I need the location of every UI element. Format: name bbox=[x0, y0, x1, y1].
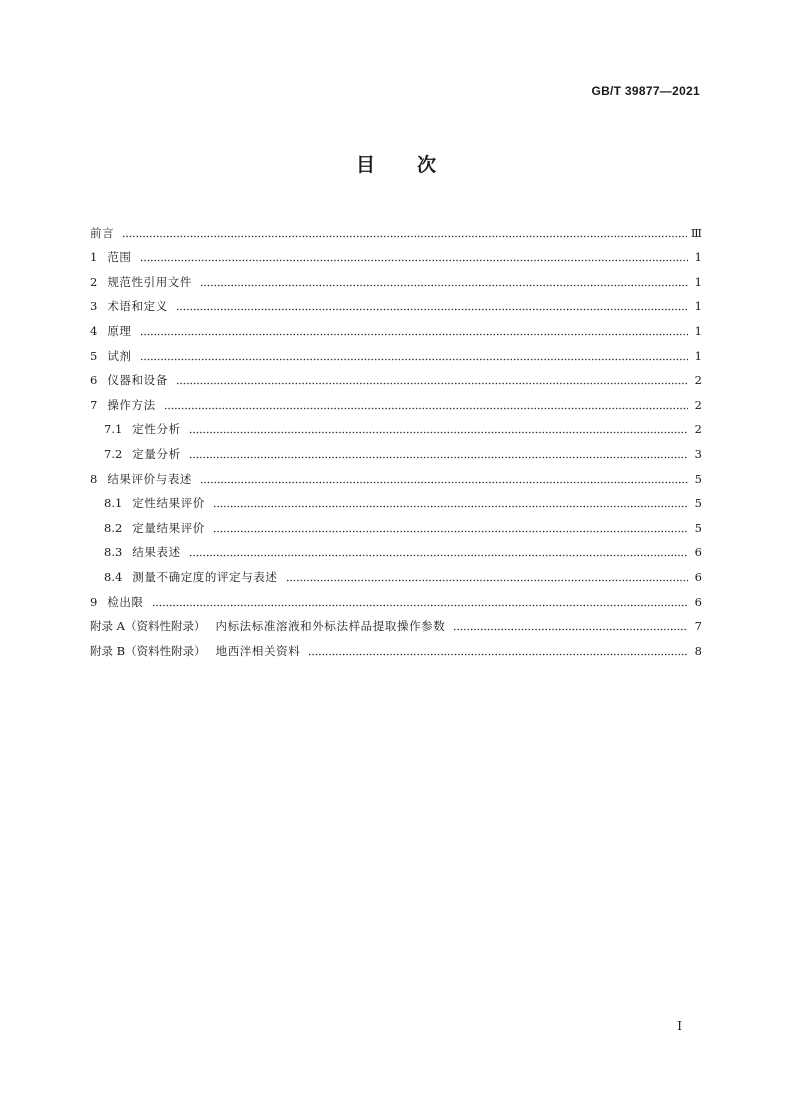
toc-entry-page: 1 bbox=[694, 299, 702, 314]
toc-entry-number: 8 bbox=[90, 471, 98, 486]
page-number: I bbox=[677, 1019, 682, 1033]
toc-entry[interactable] bbox=[90, 610, 702, 635]
toc-entry-page: 2 bbox=[694, 422, 702, 437]
toc-entry[interactable] bbox=[90, 290, 702, 315]
toc-title-part1: 目 bbox=[355, 154, 375, 176]
toc-dot-leader bbox=[213, 521, 688, 533]
toc-entry-label: 内标法标准溶液和外标法样品提取操作参数 bbox=[215, 619, 446, 634]
toc-entry-label: 范围 bbox=[107, 250, 132, 265]
toc-entry[interactable] bbox=[90, 437, 702, 462]
toc-entry-label: 结果表述 bbox=[132, 545, 181, 560]
toc-entry-page: 1 bbox=[694, 323, 702, 338]
toc-entry-label: 定量结果评价 bbox=[132, 520, 205, 535]
toc-entry[interactable] bbox=[90, 536, 702, 561]
toc-entry-label: 检出限 bbox=[107, 594, 144, 609]
toc-entry[interactable] bbox=[90, 560, 702, 585]
toc-dot-leader bbox=[140, 324, 688, 336]
toc-dot-leader bbox=[308, 644, 688, 656]
toc-dot-leader bbox=[286, 570, 689, 582]
toc-dot-leader bbox=[176, 299, 688, 311]
toc-dot-leader bbox=[152, 595, 688, 607]
toc-entry-page: 3 bbox=[694, 446, 702, 461]
toc-entry[interactable] bbox=[90, 413, 702, 438]
toc-entry-label: 仪器和设备 bbox=[107, 373, 168, 388]
toc-entry[interactable] bbox=[90, 462, 702, 487]
toc-entry-page: 6 bbox=[694, 545, 702, 560]
toc-entry-label: 定性分析 bbox=[132, 422, 181, 437]
toc-dot-leader bbox=[140, 349, 688, 361]
toc-entry-page: 1 bbox=[694, 274, 702, 289]
toc-entry[interactable] bbox=[90, 634, 702, 659]
standard-code: GB/T 39877—2021 bbox=[591, 84, 700, 98]
toc-dot-leader bbox=[140, 250, 688, 262]
toc-title-part2: 次 bbox=[417, 154, 437, 176]
toc-entry-page: 5 bbox=[694, 471, 702, 486]
table-of-contents bbox=[90, 216, 702, 659]
toc-entry-number: 附录 A（资料性附录） bbox=[90, 619, 206, 634]
toc-entry-label: 原理 bbox=[107, 323, 132, 338]
toc-entry-page: 6 bbox=[694, 569, 702, 584]
toc-dot-leader bbox=[122, 226, 687, 238]
toc-entry-number: 8.4 bbox=[104, 569, 123, 584]
toc-title bbox=[0, 150, 792, 177]
toc-entry-page: 6 bbox=[694, 594, 702, 609]
toc-entry-number: 7.2 bbox=[104, 446, 123, 461]
toc-entry[interactable] bbox=[90, 585, 702, 610]
toc-entry-label: 术语和定义 bbox=[107, 299, 168, 314]
toc-entry-page: 2 bbox=[694, 397, 702, 412]
toc-entry[interactable] bbox=[90, 216, 702, 241]
toc-entry-page: Ⅲ bbox=[690, 225, 702, 240]
toc-entry-label: 定性结果评价 bbox=[132, 496, 205, 511]
toc-entry[interactable] bbox=[90, 314, 702, 339]
toc-entry-label: 前言 bbox=[90, 225, 115, 240]
toc-entry-label: 操作方法 bbox=[107, 397, 156, 412]
toc-entry-page: 8 bbox=[694, 643, 702, 658]
toc-dot-leader bbox=[189, 422, 688, 434]
toc-entry-number: 8.2 bbox=[104, 520, 123, 535]
toc-entry-page: 7 bbox=[694, 619, 702, 634]
toc-entry-page: 1 bbox=[694, 250, 702, 265]
toc-dot-leader bbox=[453, 619, 688, 631]
toc-dot-leader bbox=[200, 275, 688, 287]
toc-entry-number: 1 bbox=[90, 250, 98, 265]
toc-dot-leader bbox=[164, 398, 688, 410]
toc-entry[interactable] bbox=[90, 364, 702, 389]
toc-entry[interactable] bbox=[90, 265, 702, 290]
toc-entry-number: 7.1 bbox=[104, 422, 123, 437]
toc-entry-label: 规范性引用文件 bbox=[107, 274, 193, 289]
toc-entry-number: 6 bbox=[90, 373, 98, 388]
toc-entry-label: 地西泮相关资料 bbox=[215, 643, 301, 658]
toc-entry-label: 定量分析 bbox=[132, 446, 181, 461]
toc-dot-leader bbox=[189, 447, 688, 459]
toc-entry-number: 5 bbox=[90, 348, 98, 363]
toc-entry-number: 9 bbox=[90, 594, 98, 609]
toc-dot-leader bbox=[200, 472, 688, 484]
toc-entry-page: 2 bbox=[694, 373, 702, 388]
toc-entry-number: 7 bbox=[90, 397, 98, 412]
toc-entry-number: 8.3 bbox=[104, 545, 123, 560]
toc-entry-number: 2 bbox=[90, 274, 98, 289]
toc-entry[interactable] bbox=[90, 487, 702, 512]
toc-entry-label: 测量不确定度的评定与表述 bbox=[132, 569, 278, 584]
toc-dot-leader bbox=[176, 373, 688, 385]
toc-entry-number: 8.1 bbox=[104, 496, 123, 511]
toc-dot-leader bbox=[213, 496, 688, 508]
toc-entry-page: 5 bbox=[694, 520, 702, 535]
toc-dot-leader bbox=[189, 545, 688, 557]
toc-entry[interactable] bbox=[90, 241, 702, 266]
toc-entry-number: 3 bbox=[90, 299, 98, 314]
toc-entry-label: 试剂 bbox=[107, 348, 132, 363]
toc-entry-number: 附录 B（资料性附录） bbox=[90, 643, 206, 658]
toc-entry[interactable] bbox=[90, 388, 702, 413]
toc-entry-label: 结果评价与表述 bbox=[107, 471, 193, 486]
toc-entry-page: 5 bbox=[694, 496, 702, 511]
toc-entry-number: 4 bbox=[90, 323, 98, 338]
toc-entry[interactable] bbox=[90, 339, 702, 364]
toc-entry-page: 1 bbox=[694, 348, 702, 363]
toc-entry[interactable] bbox=[90, 511, 702, 536]
